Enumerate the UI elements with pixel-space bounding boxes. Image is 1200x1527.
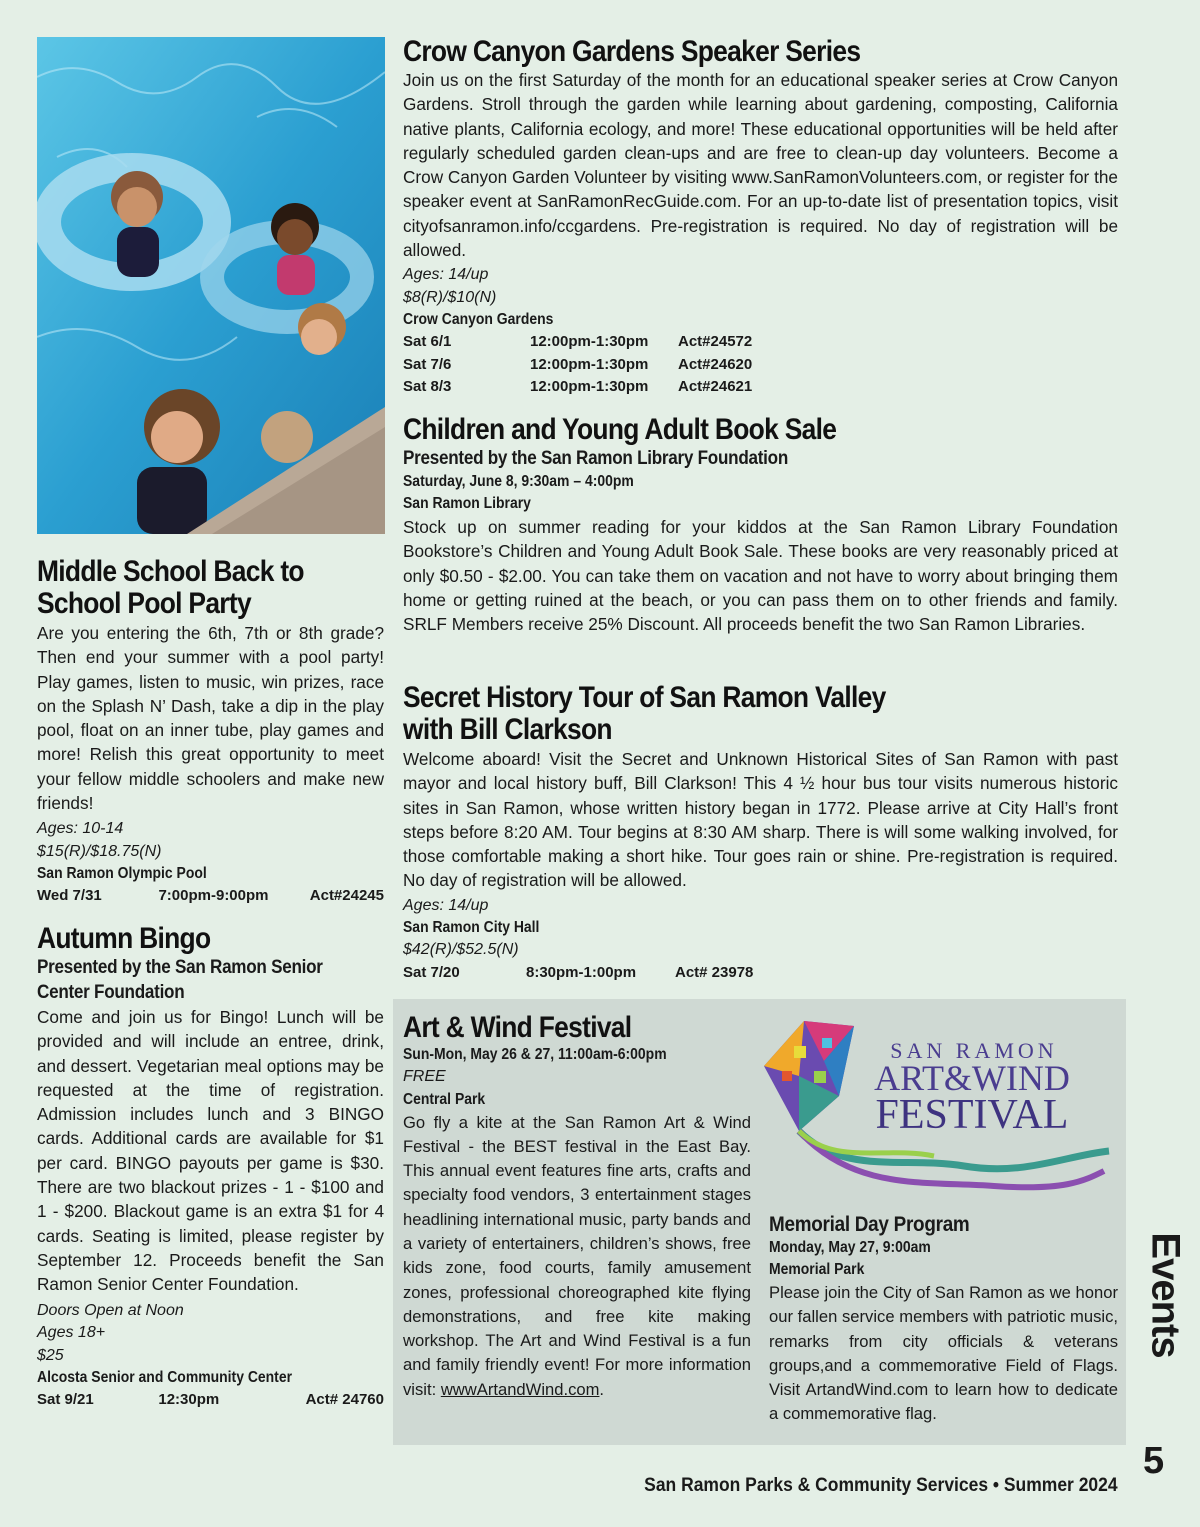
memorial-day-date: Monday, May 27, 9:00am <box>769 1239 931 1256</box>
bingo-ages: Ages 18+ <box>37 1324 106 1342</box>
section-tab <box>1140 1220 1190 1370</box>
speaker-series-location: Crow Canyon Gardens <box>403 311 554 329</box>
session-activity-number: Act# 23978 <box>675 963 754 981</box>
speaker-series-section <box>403 36 1118 399</box>
speaker-series-ages: Ages: 14/up <box>403 266 489 284</box>
session-day: Wed 7/31 <box>37 887 102 905</box>
session-time: 7:00pm-9:00pm <box>158 887 269 905</box>
pool-party-price: $15(R)/$18.75(N) <box>37 842 162 860</box>
art-wind-logo <box>764 1016 1114 1204</box>
bingo-presenter <box>37 955 387 1005</box>
art-wind-website-link[interactable]: wwwArtandWind.com <box>440 1379 600 1399</box>
pool-party-photo <box>37 37 385 534</box>
bingo-section <box>37 923 384 1412</box>
schedule-row <box>403 376 1118 399</box>
history-tour-ages: Ages: 14/up <box>403 896 489 914</box>
bingo-doors: Doors Open at Noon <box>37 1301 184 1319</box>
session-activity-number: Act# 24760 <box>305 1391 384 1409</box>
memorial-day-section <box>769 1212 1118 1427</box>
session-time: 8:30pm-1:00pm <box>526 963 637 981</box>
pool-party-title <box>37 556 385 620</box>
session-activity-number: Act#24245 <box>309 887 384 905</box>
session-day: Sat 8/3 <box>403 378 452 396</box>
speaker-series-title: Crow Canyon Gardens Speaker Series <box>403 35 861 68</box>
book-sale-description: Stock up on summer reading for your kiddos at the San Ramon Library Foundation Bookstore’s Children and Young Adult Book Sale. These books are very reasonably priced at only $0.50 - $2.00. You can take them on vacation and not have to worry about bringing them home or getting ruined at the beach, or you can pass them on to other friends and family. SRLF Members receive 25% Discount. All proceeds benefit the two San Ramon Libraries. <box>403 517 1118 635</box>
art-wind-section <box>403 1012 751 1402</box>
pool-party-session <box>37 885 384 908</box>
bingo-session <box>37 1389 384 1412</box>
bingo-title: Autumn Bingo <box>37 922 211 955</box>
session-time: 12:30pm <box>158 1391 220 1409</box>
session-day: Sat 7/6 <box>403 355 452 373</box>
history-tour-session <box>403 962 1118 985</box>
logo-line3: FESTIVAL <box>875 1092 1069 1138</box>
page-footer: San Ramon Parks & Community Services • Summer 2024 <box>644 1475 1118 1496</box>
art-wind-location: Central Park <box>403 1090 486 1108</box>
history-tour-title <box>403 682 1120 746</box>
session-day: Sat 9/21 <box>37 1391 94 1409</box>
speaker-series-price: $8(R)/$10(N) <box>403 288 497 306</box>
pool-party-title-line1: Middle School Back to <box>37 555 304 588</box>
history-tour-description: Welcome aboard! Visit the Secret and Unknown Historical Sites of San Ramon with past mayor and local history buff, Bill Clarkson! This 4 ½ hour bus tour visits numerous historic sites in San Ramon, whose written history began in 1772. Please arrive at City Hall’s front steps before 8:20 AM. Tour begins at 8:30 AM sharp. There is will some walking involved, for those comfortable making a short hike. Tour goes rain or shine. Pre-registration is required. No day of registration will be allowed. <box>403 749 1118 891</box>
art-wind-description-end: . <box>599 1379 605 1399</box>
bingo-price: $25 <box>37 1346 64 1364</box>
bingo-location: Alcosta Senior and Community Center <box>37 1369 293 1387</box>
speaker-series-schedule <box>403 331 1118 399</box>
session-time: 12:00pm-1:30pm <box>530 333 649 351</box>
schedule-row <box>403 354 1118 377</box>
section-tab-label: Events <box>1143 1232 1188 1358</box>
history-tour-title-line2: with Bill Clarkson <box>403 713 612 746</box>
bingo-presenter-line1: Presented by the San Ramon Senior <box>37 957 323 978</box>
book-sale-section <box>403 414 1118 636</box>
speaker-series-description: Join us on the first Saturday of the month for an educational speaker series at Crow Canyon Gardens. Stroll through the garden while learning about gardening, composting, California native plants, California ecology, and more! These educational opportunities will be held after regularly scheduled garden clean-ups and are free to clean-up day volunteers. Become a Crow Canyon Garden Volunteer by visiting www.SanRamonVolunteers.com, or register for the speaker event at SanRamonRecGuide.com. For an up-to-date list of presentation topics, visit cityofsanramon.info/ccgardens. Pre-registration is required. No day of registration will be allowed. <box>403 70 1118 261</box>
kite-logo-icon <box>764 1016 1114 1204</box>
session-time: 12:00pm-1:30pm <box>530 355 649 373</box>
art-wind-description <box>403 1111 751 1403</box>
session-activity-number: Act#24620 <box>678 355 753 373</box>
history-tour-title-line1: Secret History Tour of San Ramon Valley <box>403 681 886 714</box>
logo-line2: ART&WIND <box>874 1058 1070 1098</box>
session-time: 12:00pm-1:30pm <box>530 378 649 396</box>
history-tour-price: $42(R)/$52.5(N) <box>403 941 519 959</box>
history-tour-section <box>403 682 1118 984</box>
book-sale-title: Children and Young Adult Book Sale <box>403 413 837 446</box>
pool-party-location: San Ramon Olympic Pool <box>37 865 207 883</box>
session-activity-number: Act#24621 <box>678 378 753 396</box>
memorial-day-location: Memorial Park <box>769 1261 865 1278</box>
pool-party-section <box>37 556 384 908</box>
art-wind-date: Sun-Mon, May 26 & 27, 11:00am-6:00pm <box>403 1046 667 1063</box>
pool-party-description: Are you entering the 6th, 7th or 8th grade? Then end your summer with a pool party! Play games, listen to music, win prizes, race on the Splash N’ Dash, take a dip in the play pool, float on an inner tube, play games and more! Relish this great opportunity to meet your fellow middle schoolers and make new friends! <box>37 623 384 814</box>
memorial-day-title: Memorial Day Program <box>769 1213 970 1236</box>
book-sale-date: Saturday, June 8, 9:30am – 4:00pm <box>403 473 634 490</box>
book-sale-location: San Ramon Library <box>403 495 531 512</box>
bingo-presenter-line2: Center Foundation <box>37 982 185 1003</box>
session-day: Sat 7/20 <box>403 963 460 981</box>
schedule-row <box>403 331 1118 354</box>
pool-party-ages: Ages: 10-14 <box>37 820 124 838</box>
pool-photo-illustration <box>37 37 385 534</box>
session-day: Sat 6/1 <box>403 333 452 351</box>
art-wind-price: FREE <box>403 1068 446 1085</box>
page-number: 5 <box>1143 1440 1165 1482</box>
session-activity-number: Act#24572 <box>678 333 753 351</box>
art-wind-description-text: Go fly a kite at the San Ramon Art & Wind Festival - the BEST festival in the East Bay. This annual event features fine arts, crafts and specialty food vendors, 3 entertainment stages headlining international music, party bands and a variety of entertainers, children’s shows, free kids zone, food courts, family amusement zones, professional choreographed kite flying demonstrations, and free kite making workshop. The Art and Wind Festival is a fun and family friendly event! For more information visit: <box>403 1112 751 1399</box>
pool-party-title-line2: School Pool Party <box>37 587 251 620</box>
logo-line1: SAN RAMON <box>890 1038 1058 1063</box>
bingo-description: Come and join us for Bingo! Lunch will be provided and will include an entree, drink, and dessert. Vegetarian meal options may be requested at the time of registration. Admission includes lunch and 3 BINGO cards. Additional cards are available for $1 per card. BINGO payouts per game is $30. There are two blackout prizes - 1 - $100 and 1 - $200. Blackout game is an extra $1 for 4 cards. Seating is limited, please register by September 12. Proceeds benefit the San Ramon Senior Center Foundation. <box>37 1007 384 1295</box>
memorial-day-description: Please join the City of San Ramon as we honor our fallen service members with patriotic music, remarks from city officials & veterans groups,and a commemorative Field of Flags. Visit ArtandWind.com to learn how to dedicate a commemorative flag. <box>769 1283 1118 1424</box>
history-tour-location: San Ramon City Hall <box>403 919 540 937</box>
art-wind-title: Art & Wind Festival <box>403 1011 632 1044</box>
book-sale-presenter: Presented by the San Ramon Library Foundation <box>403 448 789 469</box>
